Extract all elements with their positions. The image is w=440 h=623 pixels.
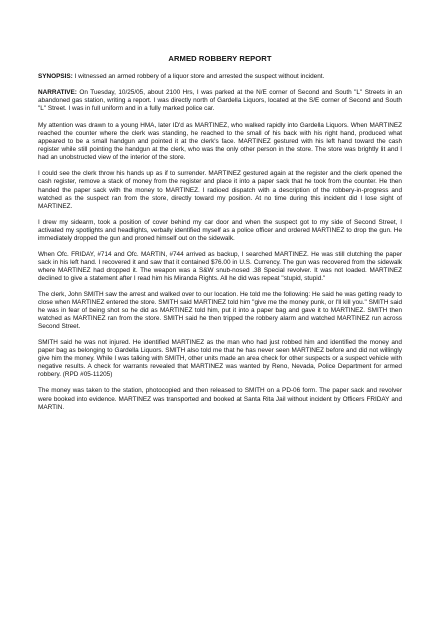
body-paragraph-clerk-surrender: I could see the clerk throw his hands up as if to surrender. MARTINEZ gestured again at the register and the clerk opened the cash register, remove a stack of money from the register and place it into a paper sack that he took from the counter. He then handed the paper sack with the money to MARTINEZ. I radioed dispatch with a description of the robbery-in-progress and watched as the suspect ran from the store, directly toward my position. At no time during this incident did I lose sight of MARTINEZ. bbox=[38, 170, 402, 210]
narrative-paragraph bbox=[38, 89, 402, 113]
synopsis-paragraph bbox=[38, 73, 402, 81]
body-paragraph-arrest: I drew my sidearm, took a position of cover behind my car door and when the suspect got to my side of Second Street, I activated my spotlights and headlights, verbally identified myself as a police officer and ordered MARTINEZ to drop the gun. He immediately dropped the gun and proned himself out on the sidewalk. bbox=[38, 218, 402, 242]
report-page bbox=[0, 54, 440, 623]
report-title: ARMED ROBBERY REPORT bbox=[168, 54, 272, 63]
narrative-label: NARRATIVE: bbox=[38, 89, 77, 97]
body-paragraph-identification: SMITH said he was not injured. He identified MARTINEZ as the man who had just robbed him and identified the money and paper bag as belonging to Gardella Liquors. SMITH also told me that he has never seen MARTINEZ before and did not willingly give him the money. While I was talking with SMITH, other units made an area check for other suspects or a suspect vehicle with negative results. A check for warrants revealed that MARTINEZ was wanted by Reno, Nevada, Police Department for armed robbery. (RPD #05-11205) bbox=[38, 339, 402, 379]
synopsis-label: SYNOPSIS: bbox=[38, 73, 73, 80]
synopsis-text: I witnessed an armed robbery of a liquor store and arrested the suspect without incident. bbox=[72, 73, 325, 80]
body-paragraph-clerk-statement: The clerk, John SMITH saw the arrest and walked over to our location. He told me the following: He said he was getting ready to close when MARTINEZ entered the store. SMITH said MARTINEZ told him "give me the money punk, or I'll kill you." SMITH said he was in fear of being shot so he did as MARTINEZ told him, put it into a paper bag and gave it to MARTINEZ. SMITH then watched as MARTINEZ ran from the store. SMITH said he then tripped the robbery alarm and watched MARTINEZ run across Second Street. bbox=[38, 290, 402, 331]
narrative-text: On Tuesday, 10/25/05, about 2100 Hrs, I was parked at the N/E corner of Second and South "L" Streets in an abandoned gas station, writing a report. I was directly north of Gardella Liquors, located at the S/E corner of Second and South "L" Street. I was in full uniform and in a fully marked police car. bbox=[38, 89, 402, 113]
body-paragraph-evidence: The money was taken to the station, photocopied and then released to SMITH on a PD-06 form. The paper sack and revolver were booked into evidence. MARTINEZ was transported and booked at Santa Rita Jail without incident by Officers FRIDAY and MARTIN. bbox=[38, 387, 402, 411]
body-paragraph-search: When Ofc. FRIDAY, #714 and Ofc. MARTIN, #744 arrived as backup, I searched MARTINEZ. He was still clutching the paper sack in his left hand. I recovered it and saw that it contained $76.00 in U.S. Currency. The gun was recovered from the sidewalk where MARTINEZ had dropped it. The weapon was a S&W snub-nosed .38 Special revolver. It was not loaded. MARTINEZ declined to give a statement after I read him his Miranda Rights. All he did was repeat "stupid, stupid." bbox=[38, 250, 402, 282]
body-paragraph-attention: My attention was drawn to a young HMA, later ID'd as MARTINEZ, who walked rapidly into Gardella Liquors. When MARTINEZ reached the counter where the clerk was standing, he reached to the small of his back with his right hand, produced what appeared to be a small handgun and pointed it at the clerk's face. MARTINEZ gestured with his left hand toward the cash register while still pointing the handgun at the clerk, who was the only other person in the store. The store was brightly lit and I had an unobstructed view of the interior of the store. bbox=[38, 122, 402, 162]
